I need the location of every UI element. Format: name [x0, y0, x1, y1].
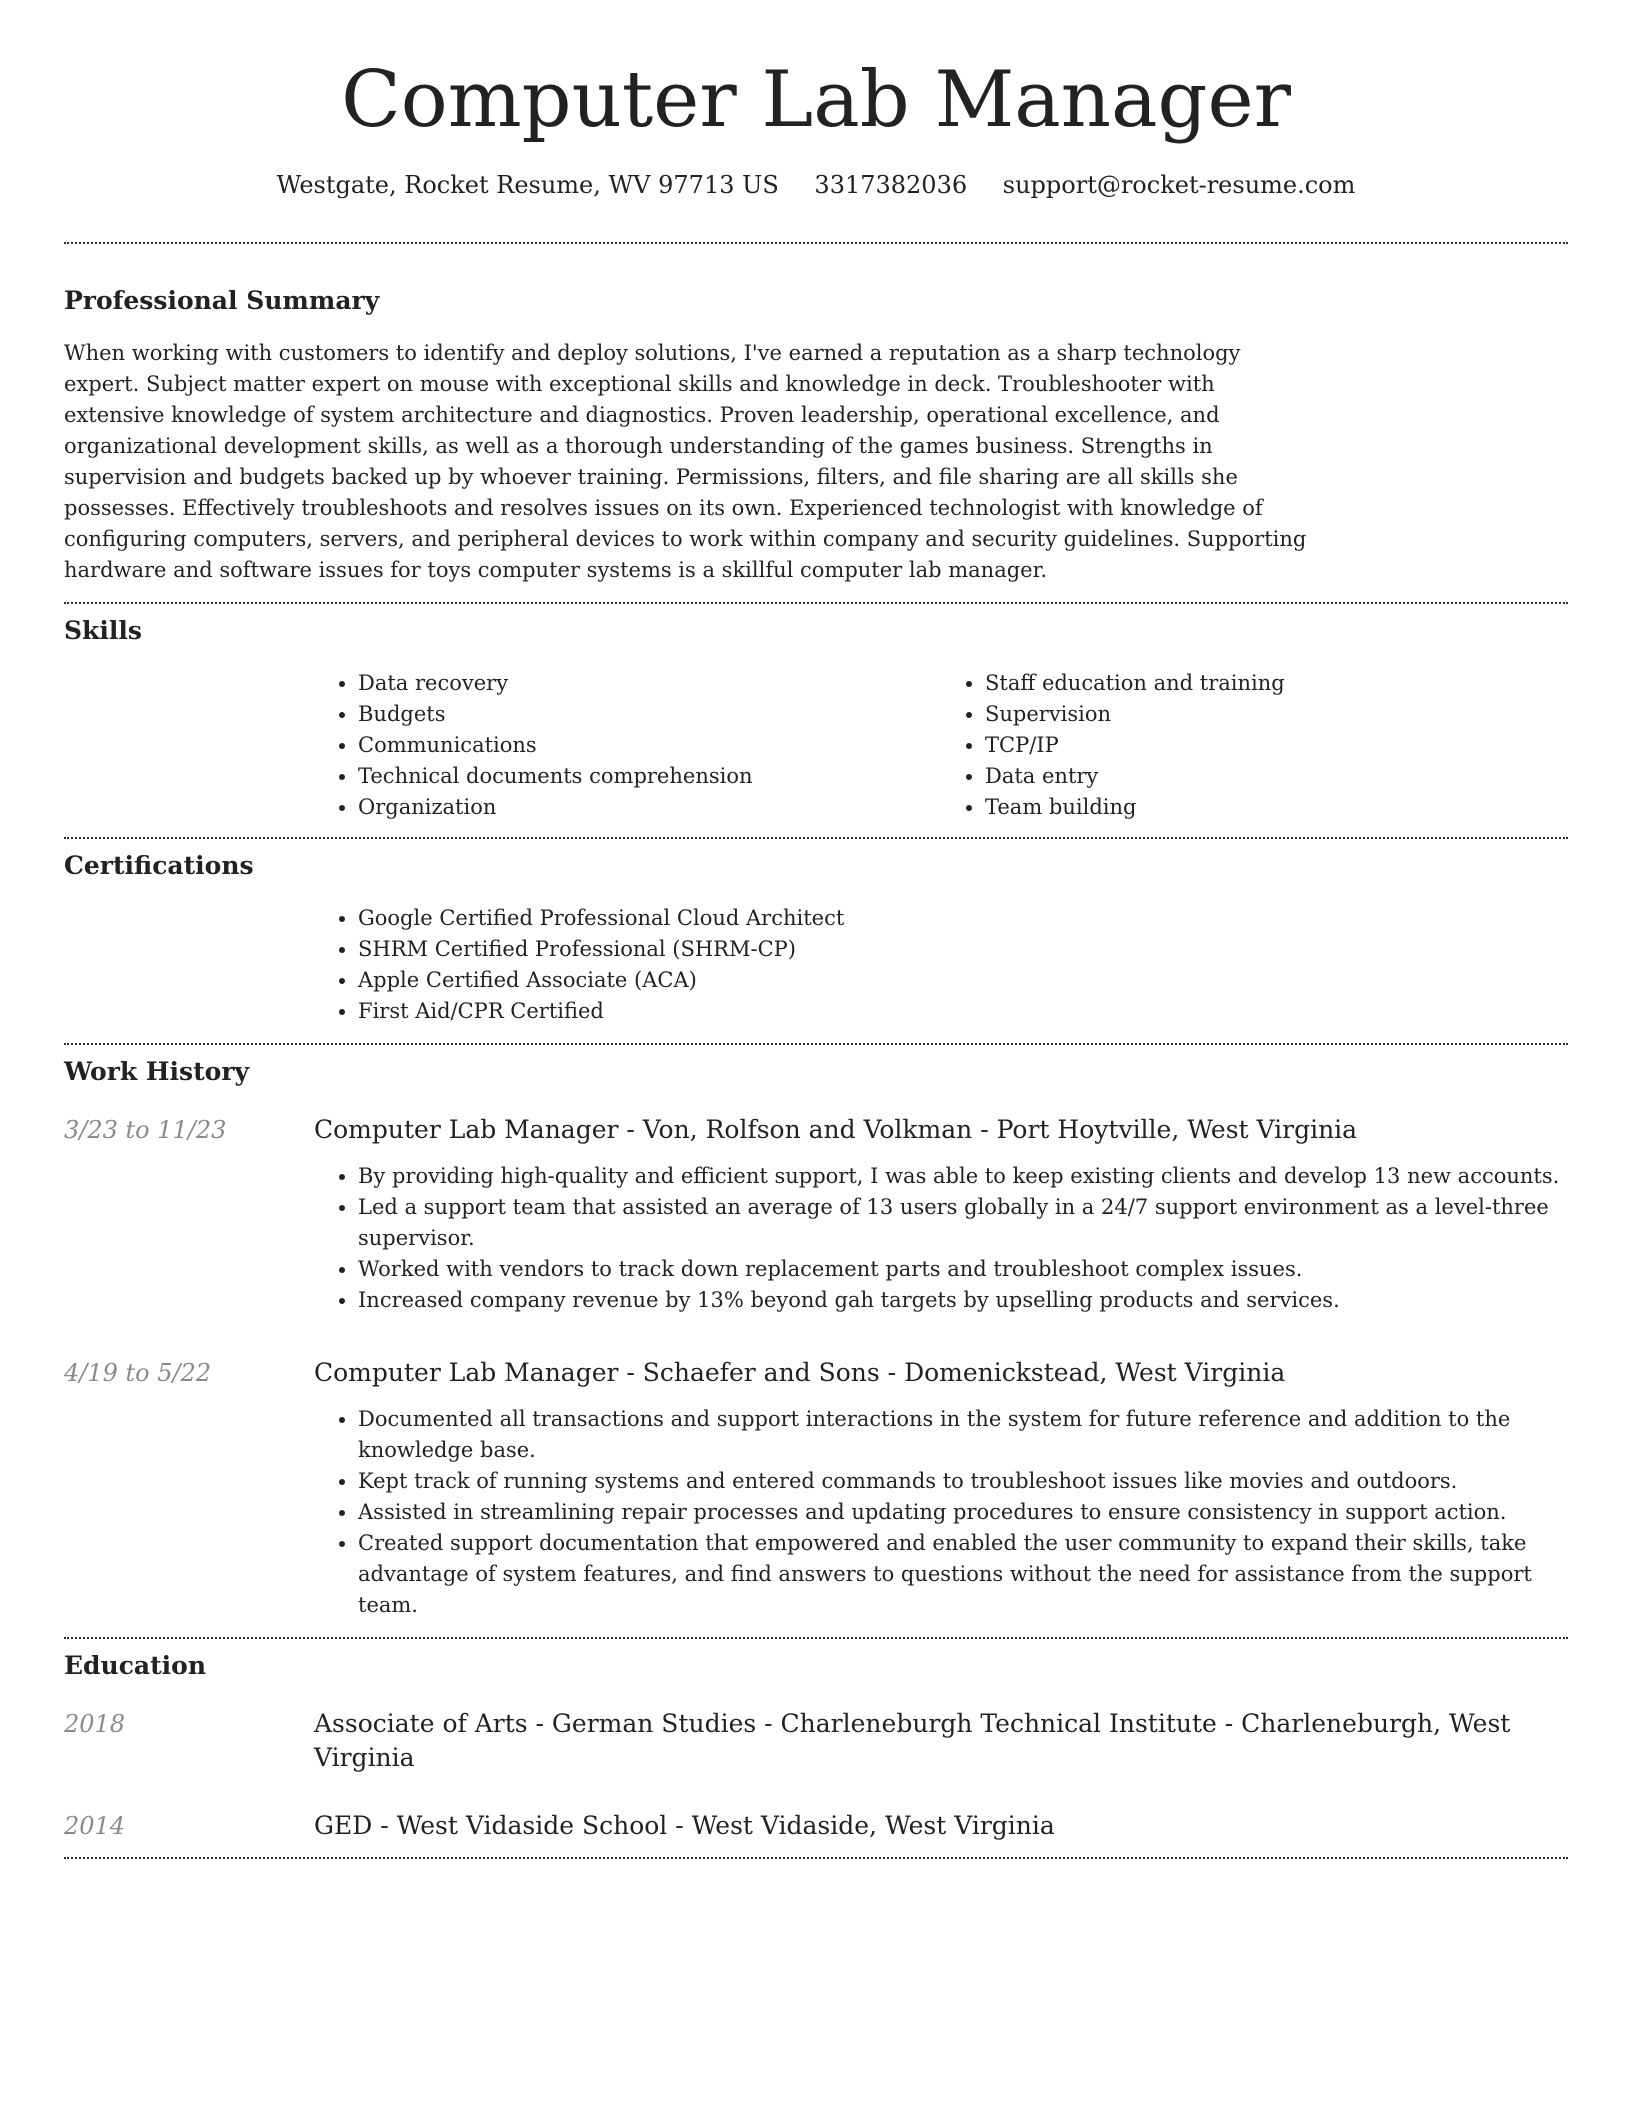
education-entry	[64, 1809, 1568, 1843]
skills-section	[64, 614, 1568, 823]
divider	[64, 837, 1568, 839]
job-title: Computer Lab Manager	[314, 1358, 619, 1387]
job-bullet: • Documented all transactions and support interactions in the system for future reference and addition to the knowledge base.	[358, 1404, 1568, 1466]
certifications-section	[64, 849, 1568, 1027]
job-bullet: • By providing high-quality and efficient support, I was able to keep existing clients and develop 13 new accounts.	[358, 1161, 1568, 1192]
resume-header	[64, 0, 1568, 202]
certifications-list	[314, 903, 1568, 1027]
job-header	[64, 1356, 1568, 1390]
divider	[64, 602, 1568, 604]
education-section	[64, 1649, 1568, 1843]
job-dates: 3/23 to 11/23	[64, 1116, 227, 1144]
resume-page	[64, 0, 1568, 1859]
job-bullets	[314, 1404, 1568, 1621]
job-bullet: • Increased company revenue by 13% beyond gah targets by upselling products and services.	[358, 1285, 1568, 1316]
job-entry	[64, 1113, 1568, 1316]
job-bullets	[314, 1161, 1568, 1316]
job-title-line	[314, 1113, 1357, 1147]
job-title: Computer Lab Manager	[314, 1115, 619, 1144]
education-school-location: - West Vidaside School - West Vidaside, West Virginia	[372, 1811, 1055, 1840]
education-degree: Associate of Arts - German Studies	[314, 1709, 757, 1738]
job-employer-location: - Von, Rolfson and Volkman - Port Hoytville, West Virginia	[618, 1115, 1358, 1144]
education-entry	[64, 1707, 1568, 1775]
contact-line	[64, 168, 1568, 202]
education-degree: GED	[314, 1811, 373, 1840]
work-history-section	[64, 1055, 1568, 1621]
candidate-name: Computer Lab Manager	[341, 55, 1291, 145]
skill-item: • Supervision	[985, 699, 1568, 730]
section-title-work-history: Work History	[64, 1057, 250, 1086]
divider	[64, 1043, 1568, 1045]
skill-item: • Organization	[358, 792, 941, 823]
skill-item: • Technical documents comprehension	[358, 761, 941, 792]
section-title-skills: Skills	[64, 616, 142, 645]
job-bullet: • Kept track of running systems and entered commands to troubleshoot issues like movies and outdoors.	[358, 1466, 1568, 1497]
job-bullet: • Worked with vendors to track down replacement parts and troubleshoot complex issues.	[358, 1254, 1568, 1285]
skill-item: • Budgets	[358, 699, 941, 730]
skill-item: • Team building	[985, 792, 1568, 823]
skills-list-right	[941, 668, 1568, 823]
job-header	[64, 1113, 1568, 1147]
education-year: 2014	[64, 1812, 126, 1840]
certification-item: • SHRM Certified Professional (SHRM-CP)	[358, 934, 1568, 965]
section-title-summary: Professional Summary	[64, 286, 380, 315]
section-title-education: Education	[64, 1651, 207, 1680]
job-title-line	[314, 1356, 1285, 1390]
skill-item: • Staff education and training	[985, 668, 1568, 699]
job-bullet: • Assisted in streamlining repair processes and updating procedures to ensure consistency in support action.	[358, 1497, 1568, 1528]
skill-item: • TCP/IP	[985, 730, 1568, 761]
job-entry	[64, 1356, 1568, 1621]
education-line	[314, 1707, 1568, 1775]
contact-address: Westgate, Rocket Resume, WV 97713 US	[276, 171, 779, 199]
job-dates: 4/19 to 5/22	[64, 1359, 212, 1387]
contact-email: support@rocket-resume.com	[1002, 171, 1356, 199]
skill-item: • Data entry	[985, 761, 1568, 792]
divider	[64, 242, 1568, 244]
skills-grid	[314, 668, 1568, 823]
education-school-location: - Charleneburgh Technical Institute - Charleneburgh, West Virginia	[314, 1709, 1511, 1772]
skill-item: • Data recovery	[358, 668, 941, 699]
job-employer-location: - Schaefer and Sons - Domenickstead, West Virginia	[618, 1358, 1286, 1387]
certification-item: • Apple Certified Associate (ACA)	[358, 965, 1568, 996]
summary-text: When working with customers to identify and deploy solutions, I've earned a reputation as a sharp technology expert. Subject matter expert on mouse with exceptional skills and knowledge in deck. Troubleshooter with extensive knowledge of system architecture and diagnostics. Proven leadership, operational excellence, and organizational development skills, as well as a thorough understanding of the games business. Strengths in supervision and budgets backed up by whoever training. Permissions, filters, and file sharing are all skills she possesses. Effectively troubleshoots and resolves issues on its own. Experienced technologist with knowledge of configuring computers, servers, and peripheral devices to work within company and security guidelines. Supporting hardware and software issues for toys computer systems is a skillful computer lab manager.	[64, 341, 1307, 582]
divider	[64, 1857, 1568, 1859]
summary-section	[64, 284, 1568, 586]
job-bullet: • Created support documentation that empowered and enabled the user community to expand their skills, take advantage of system features, and find answers to questions without the need for assistance from the support team.	[358, 1528, 1568, 1621]
contact-phone: 3317382036	[814, 171, 968, 199]
certification-item: • First Aid/CPR Certified	[358, 996, 1568, 1027]
education-year: 2018	[64, 1710, 126, 1738]
skills-list-left	[314, 668, 941, 823]
certification-item: • Google Certified Professional Cloud Architect	[358, 903, 1568, 934]
education-line	[314, 1809, 1055, 1843]
job-bullet: • Led a support team that assisted an average of 13 users globally in a 24/7 support environment as a level-three supervisor.	[358, 1192, 1568, 1254]
skill-item: • Communications	[358, 730, 941, 761]
section-title-certifications: Certifications	[64, 851, 254, 880]
divider	[64, 1637, 1568, 1639]
